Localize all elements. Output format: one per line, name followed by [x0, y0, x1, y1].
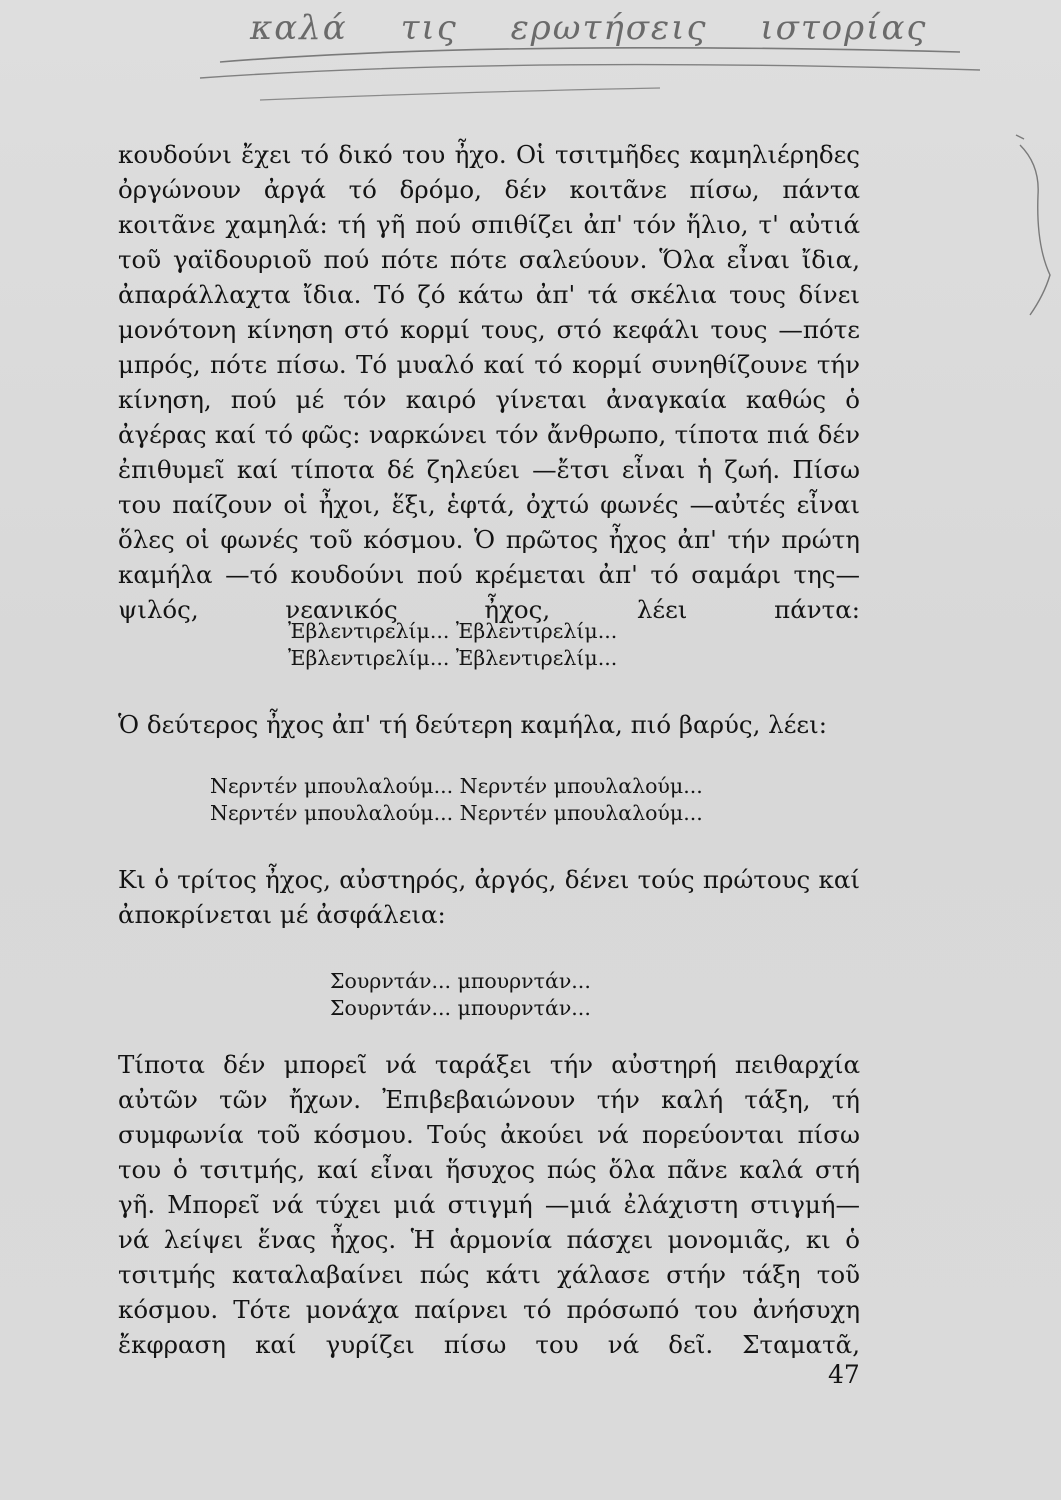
verse-line: Ἐβλεντιρελίμ... Ἐβλεντιρελίμ... — [288, 646, 618, 670]
annotation-text: καλά τις ερωτήσεις ιστορίας — [250, 8, 928, 48]
page-number: 47 — [828, 1360, 860, 1389]
paragraph-1: κουδούνι ἔχει τό δικό του ἦχο. Οἱ τσιτμῆδες καμηλιέρηδες ὀργώνουν ἀργά τό δρόμο, δέν κοιτᾶνε πίσω, πάντα κοιτᾶνε χαμηλά: τή γῆ πού σπιθίζει ἀπ' τόν ἥλιο, τ' αὐτιά τοῦ γαϊδουριοῦ πού πότε πότε σαλεύουν. Ὅλα εἶναι ἴδια, ἀπαράλλαχτα ἴδια. Τό ζό κάτω ἀπ' τά σκέλια τους δίνει μονότονη κίνηση στό κορμί τους, στό κεφάλι τους —πότε μπρός, πότε πίσω. Τό μυαλό καί τό κορμί συνηθίζουνε τήν κίνηση, πού μέ τόν καιρό γίνεται ἀναγκαία καθώς ὁ ἀγέρας καί τό φῶς: ναρκώνει τόν ἄνθρωπο, τίποτα πιά δέν ἐπιθυμεῖ καί τίποτα δέ ζηλεύει —ἔτσι εἶναι ἡ ζωή. Πίσω του παίζουν οἱ ἦχοι, ἕξι, ἑφτά, ὀχτώ φωνές —αὐτές εἶναι ὅλες οἱ φωνές τοῦ κόσμου. Ὁ πρῶτος ἦχος ἀπ' τήν πρώτη καμήλα —τό κουδούνι πού κρέμεται ἀπ' τό σαμάρι της— ψιλός, νεανικός ἦχος, λέει πάντα: — [118, 140, 860, 624]
paragraph-4: Τίποτα δέν μπορεῖ νά ταράξει τήν αὐστηρή πειθαρχία αὐτῶν τῶν ἤχων. Ἐπιβεβαιώνουν τήν καλή τάξη, τή συμφωνία τοῦ κόσμου. Τούς ἀκούει νά πορεύονται πίσω του ὁ τσιτμής, καί εἶναι ἥσυχος πώς ὅλα πᾶνε καλά στή γῆ. Μπορεῖ νά τύχει μιά στιγμή —μιά ἐλάχιστη στιγμή— νά λείψει ἕνας ἦχος. Ἡ ἁρμονία πάσχει μονομιᾶς, κι ὁ τσιτμής καταλαβαίνει πώς κάτι χάλασε στήν τάξη τοῦ κόσμου. Τότε μονάχα παίρνει τό πρόσωπό του ἀνήσυχη ἔκφραση καί γυρίζει πίσω του νά δεῖ. Σταματᾶ, — [118, 1050, 860, 1359]
verse-line: Σουρντάν... μπουρντάν... — [330, 969, 591, 993]
margin-bracket-mark — [1010, 125, 1060, 325]
paragraph-2: Ὁ δεύτερος ἦχος ἀπ' τή δεύτερη καμήλα, πιό βαρύς, λέει: — [118, 710, 827, 739]
verse-line: Ἐβλεντιρελίμ... Ἐβλεντιρελίμ... — [288, 619, 618, 643]
handwritten-annotation — [190, 0, 990, 120]
verse-block-1 — [288, 618, 617, 672]
verse-line: Νερντέν μπουλαλούμ... Νερντέν μπουλαλούμ... — [210, 801, 703, 825]
paragraph-3: Κι ὁ τρίτος ἦχος, αὐστηρός, ἀργός, δένει τούς πρώτους καί ἀποκρίνεται μέ ἀσφάλεια: — [118, 865, 860, 929]
verse-block-2 — [210, 773, 703, 827]
verse-block-3 — [330, 968, 591, 1022]
verse-line: Σουρντάν... μπουρντάν... — [330, 996, 591, 1020]
verse-line: Νερντέν μπουλαλούμ... Νερντέν μπουλαλούμ... — [210, 774, 703, 798]
